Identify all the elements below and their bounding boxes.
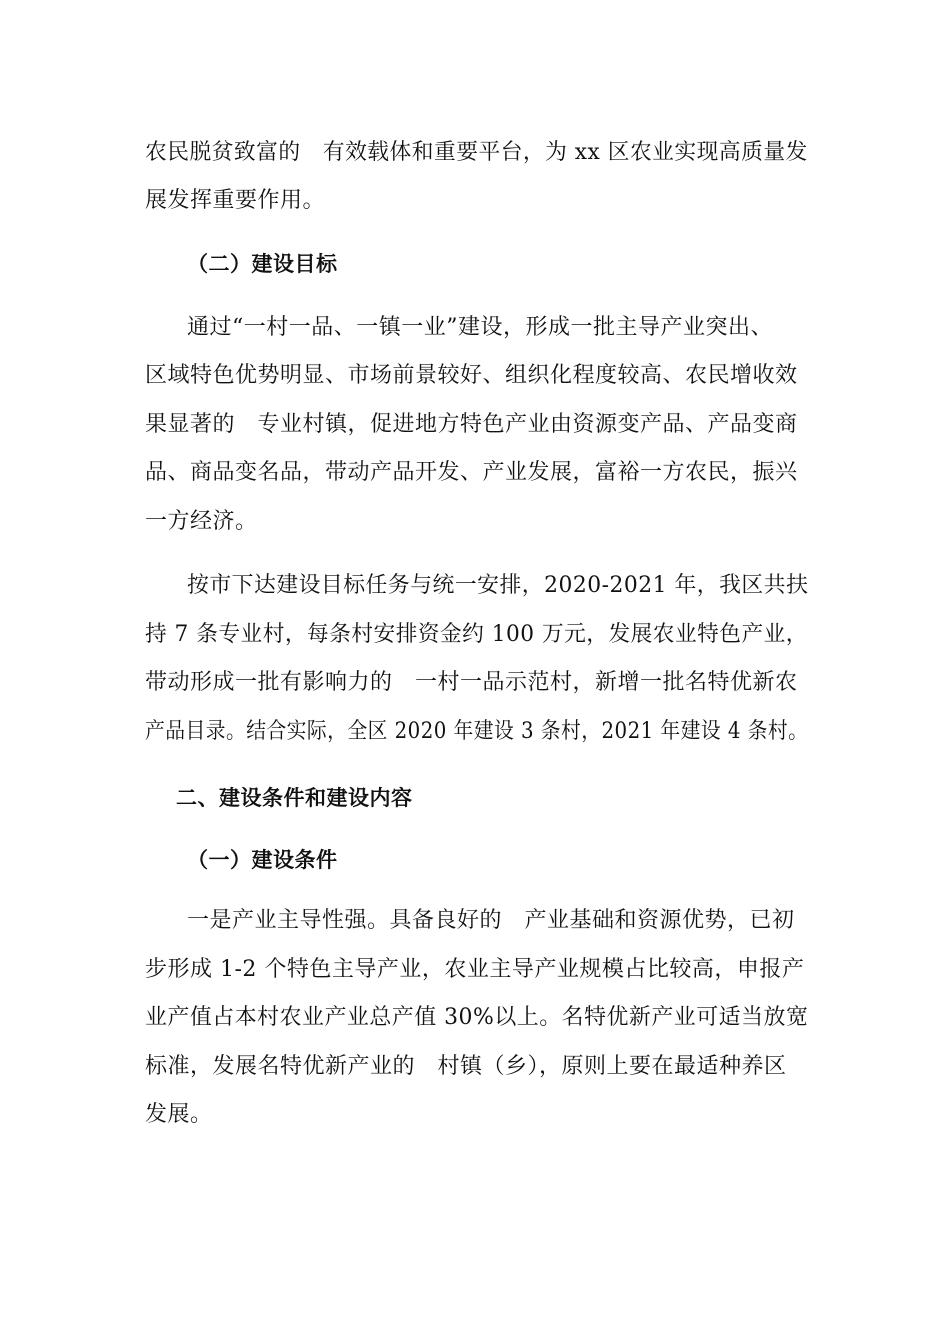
paragraph-line: 标准，发展名特优新产业的 村镇（乡），原则上要在最适种养区 bbox=[145, 1054, 787, 1079]
paragraph-line: 一是产业主导性强。具备良好的 产业基础和资源优势，已初 bbox=[187, 908, 795, 933]
paragraph-line: 品、商品变名品，带动产品开发、产业发展，富裕一方农民，振兴 bbox=[145, 460, 798, 485]
paragraph-line: 发展。 bbox=[145, 1102, 213, 1127]
section-heading-construction-goals: （二）建设目标 bbox=[187, 252, 338, 276]
paragraph-line: 农民脱贫致富的 有效载体和重要平台，为 xx 区农业实现高质量发 bbox=[145, 140, 808, 165]
paragraph-line: 带动形成一批有影响力的 一村一品示范村，新增一批名特优新农 bbox=[145, 670, 798, 695]
paragraph-line: 果显著的 专业村镇，促进地方特色产业由资源变产品、产品变商 bbox=[145, 412, 798, 437]
paragraph-line: 按市下达建设目标任务与统一安排，2020-2021 年，我区共扶 bbox=[187, 573, 809, 598]
paragraph-line: 步形成 1-2 个特色主导产业，农业主导产业规模占比较高，申报产 bbox=[145, 957, 805, 982]
paragraph-line: 一方经济。 bbox=[145, 509, 258, 534]
chapter-heading-conditions-and-content: 二、建设条件和建设内容 bbox=[176, 786, 413, 810]
paragraph-line: 通过“一村一品、一镇一业”建设，形成一批主导产业突出、 bbox=[187, 315, 773, 340]
paragraph-line: 产品目录。结合实际，全区 2020 年建设 3 条村，2021 年建设 4 条村。 bbox=[145, 719, 809, 744]
paragraph-line: 展发挥重要作用。 bbox=[145, 188, 326, 213]
section-heading-construction-conditions: （一）建设条件 bbox=[187, 848, 338, 872]
paragraph-line: 区域特色优势明显、市场前景较好、组织化程度较高、农民增收效 bbox=[145, 363, 798, 388]
paragraph-line: 业产值占本村农业产业总产值 30%以上。名特优新产业可适当放宽 bbox=[145, 1005, 809, 1030]
paragraph-line: 持 7 条专业村，每条村安排资金约 100 万元，发展农业特色产业， bbox=[145, 622, 808, 647]
